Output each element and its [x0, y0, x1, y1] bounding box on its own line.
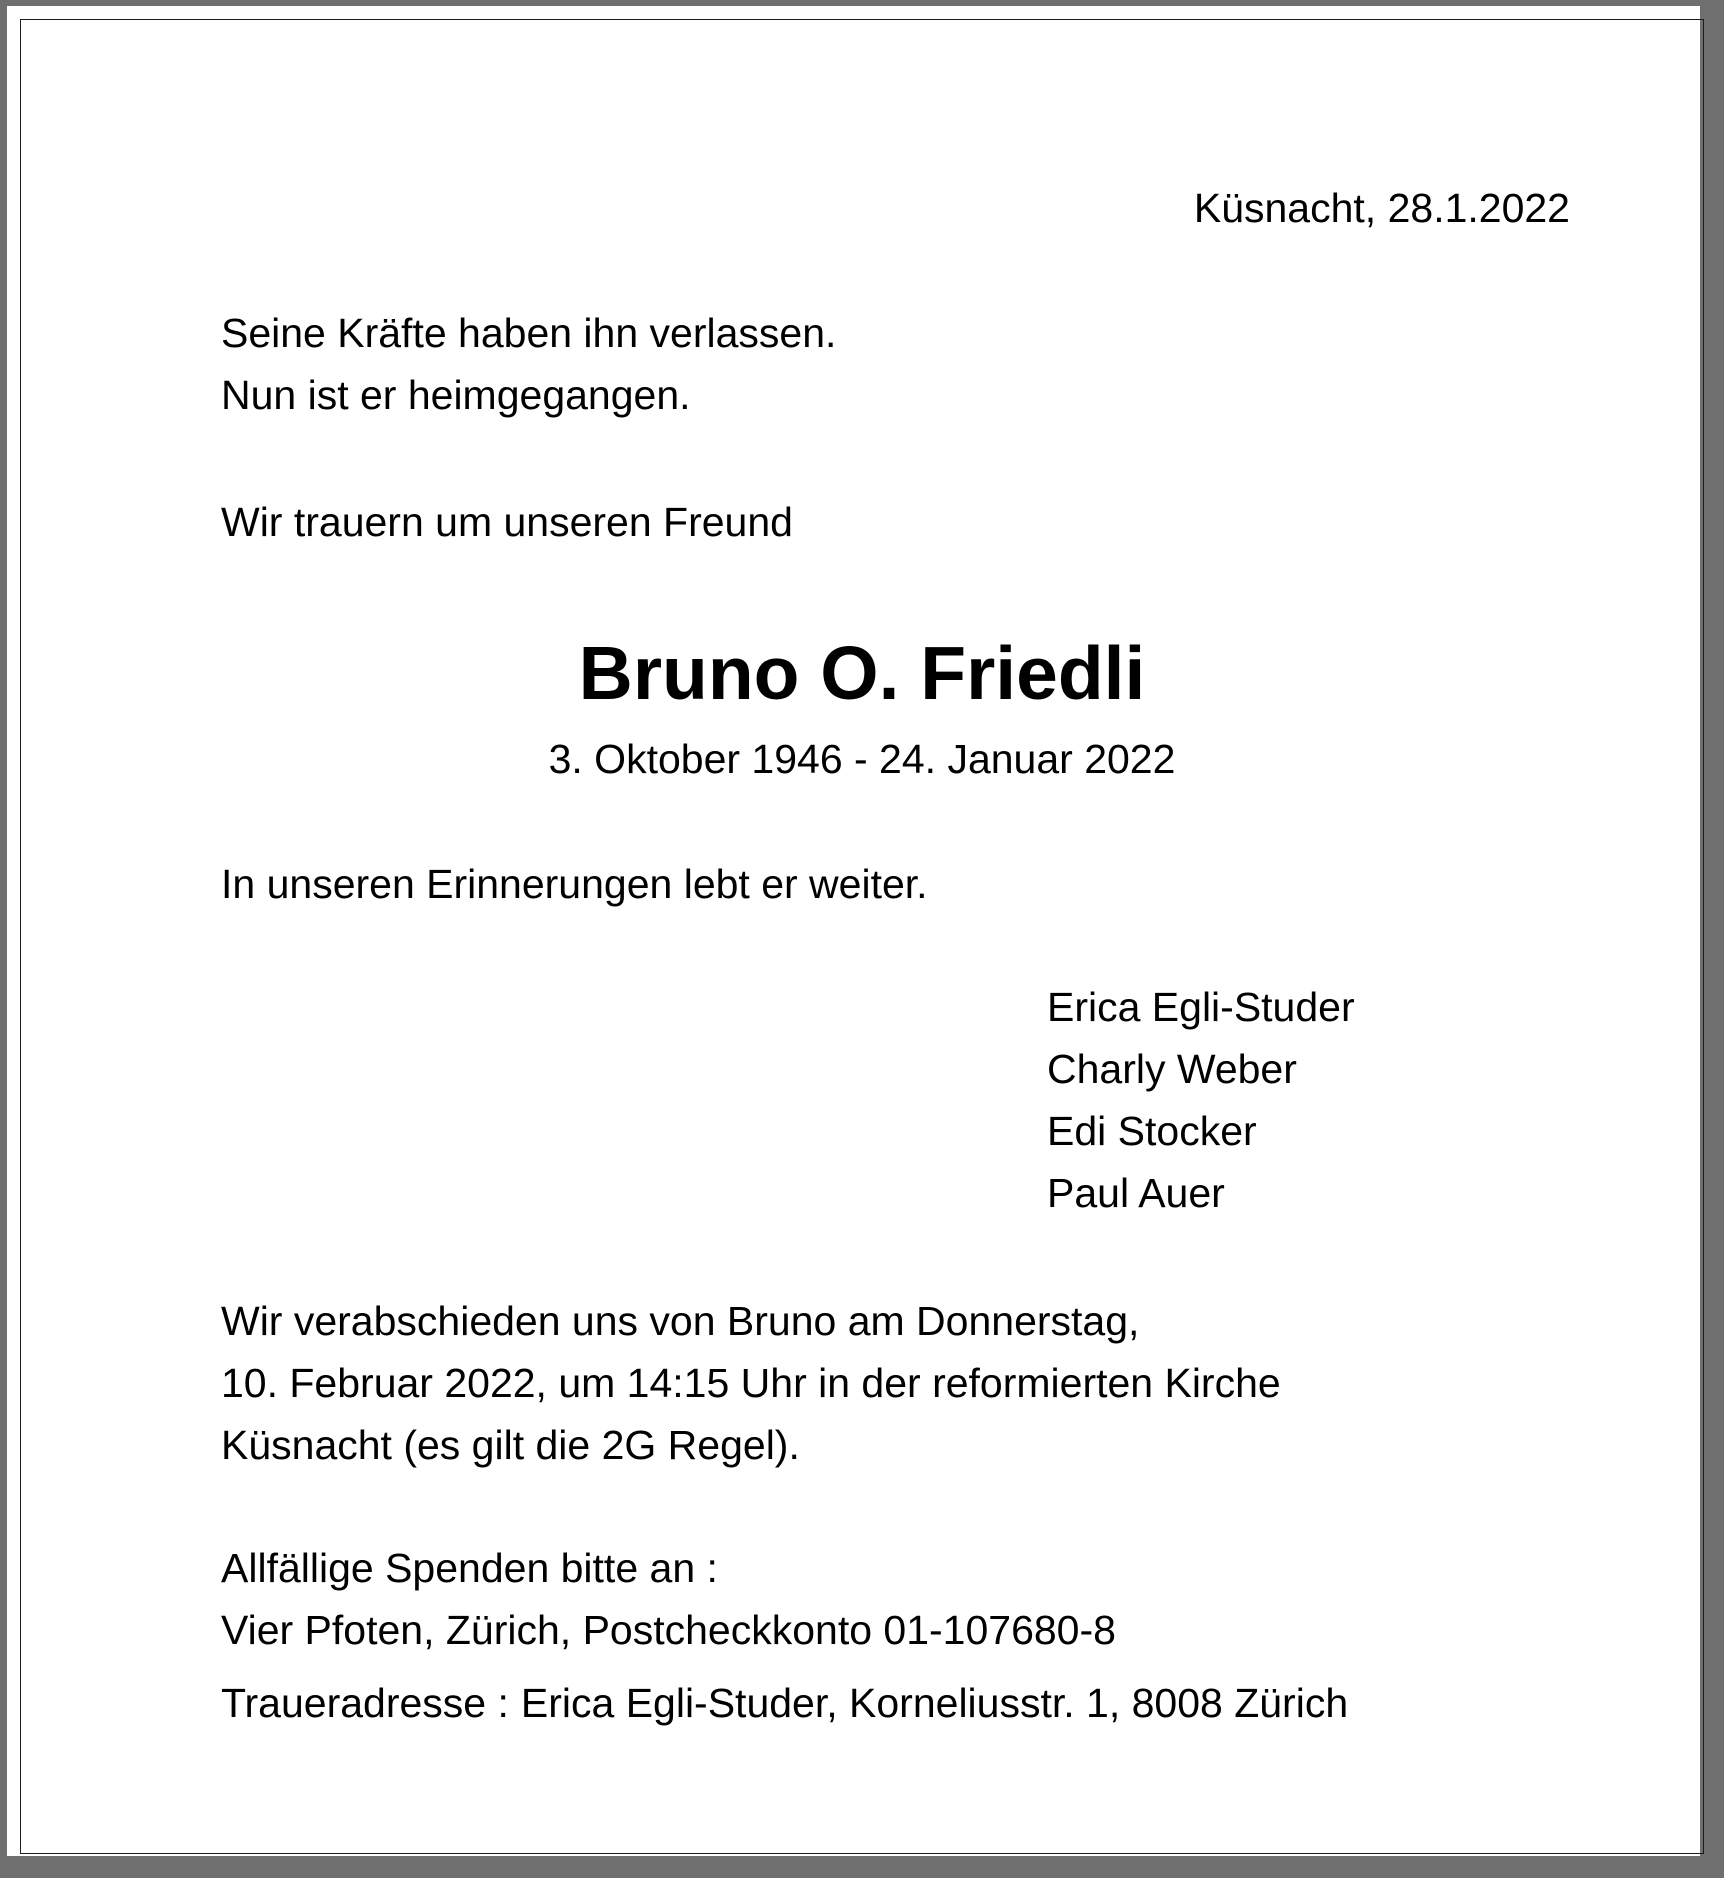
signer: Paul Auer — [1047, 1170, 1225, 1216]
mourning-address — [221, 1672, 1348, 1734]
deceased-name: Bruno O. Friedli — [578, 631, 1146, 715]
mourning-line: Wir trauern um unseren Freund — [221, 499, 793, 545]
farewell-paragraph — [221, 1290, 1281, 1476]
address-label: Traueradresse : — [221, 1680, 509, 1726]
life-dates: 3. Oktober 1946 - 24. Januar 2022 — [548, 736, 1176, 782]
farewell-line: Wir verabschieden uns von Bruno am Donnerstag, — [221, 1298, 1140, 1344]
intro-line-2: Nun ist er heimgegangen. — [221, 372, 691, 418]
intro-line-1: Seine Kräfte haben ihn verlassen. — [221, 310, 837, 356]
signer: Edi Stocker — [1047, 1108, 1257, 1154]
donation-line: Allfällige Spenden bitte an : — [221, 1545, 718, 1591]
farewell-line: 10. Februar 2022, um 14:15 Uhr in der reformierten Kirche — [221, 1360, 1281, 1406]
donation-paragraph — [221, 1537, 1116, 1661]
farewell-line: Küsnacht (es gilt die 2G Regel). — [221, 1422, 800, 1468]
donation-line: Vier Pfoten, Zürich, Postcheckkonto 01-107680-8 — [221, 1607, 1116, 1653]
memory-line: In unseren Erinnerungen lebt er weiter. — [221, 861, 928, 907]
address-value: Erica Egli-Studer, Korneliusstr. 1, 8008 Zürich — [520, 1680, 1349, 1726]
signer: Erica Egli-Studer — [1047, 984, 1355, 1030]
signer: Charly Weber — [1047, 1046, 1297, 1092]
signers-list — [1047, 976, 1355, 1224]
place-date: Küsnacht, 28.1.2022 — [1193, 185, 1570, 231]
